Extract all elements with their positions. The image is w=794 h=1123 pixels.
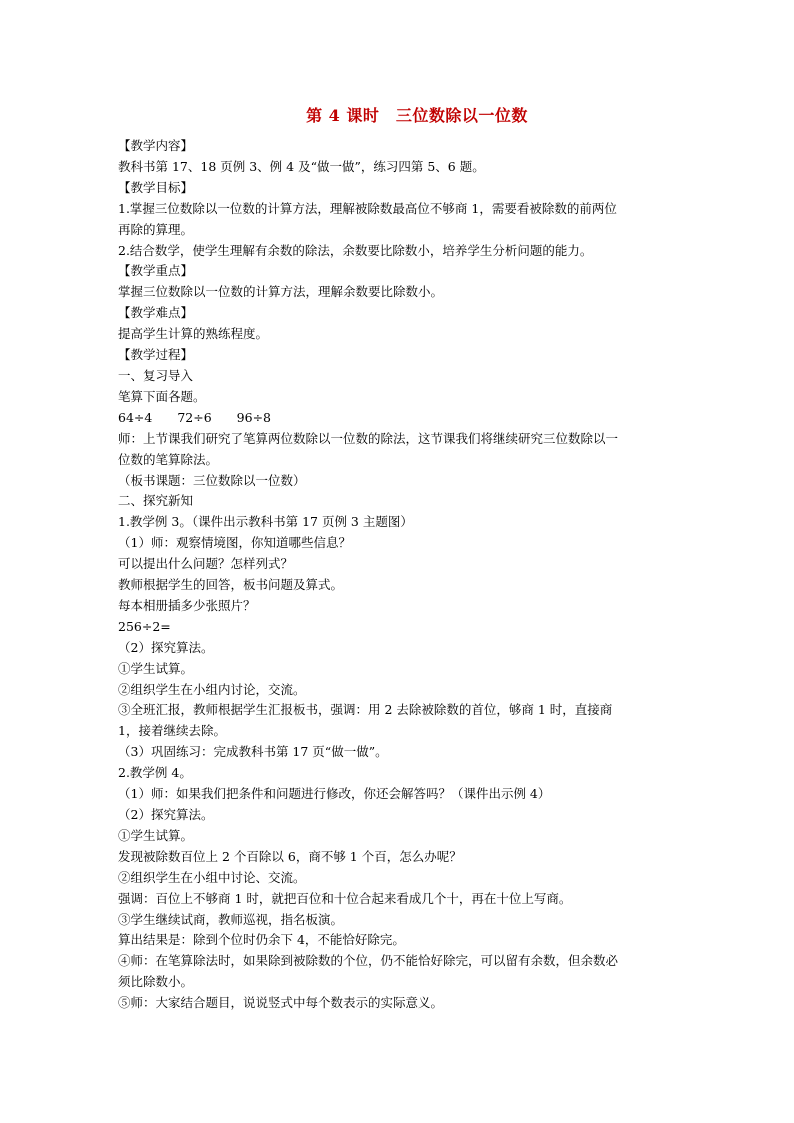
text-line: （1）师：观察情境图，你知道哪些信息？	[118, 535, 351, 551]
text-line: 【教学重点】	[118, 263, 194, 279]
text-line: （2）探究算法。	[118, 639, 214, 655]
text-line: 【教学过程】	[118, 347, 194, 363]
text-line: 师：上节课我们研究了笔算两位数除以一位数的除法，这节课我们将继续研究三位数除以一	[118, 430, 619, 446]
text-line: 64÷4 72÷6 96÷8	[118, 409, 271, 425]
text-line: 二、探究新知	[118, 493, 194, 509]
text-line: 1.掌握三位数除以一位数的计算方法，理解被除数最高位不够商 1，需要看被除数的前两位	[118, 200, 617, 216]
text-line: （1）师：如果我们把条件和问题进行修改，你还会解答吗？（课件出示例 4）	[118, 786, 551, 802]
text-line: 掌握三位数除以一位数的计算方法，理解余数要比除数小。	[118, 284, 444, 300]
text-line: 1.教学例 3。（课件出示教科书第 17 页例 3 主题图）	[118, 514, 413, 530]
text-line: ①学生试算。	[118, 660, 194, 676]
text-line: 教师根据学生的回答，板书问题及算式。	[118, 577, 344, 593]
text-line: 256÷2=	[118, 618, 171, 634]
text-line: ⑤师：大家结合题目，说说竖式中每个数表示的实际意义。	[118, 995, 444, 1011]
text-line: ④师：在笔算除法时，如果除到被除数的个位，仍不能恰好除完，可以留有余数，但余数必	[118, 953, 619, 969]
text-line: 1，接着继续去除。	[118, 723, 226, 739]
text-line: 须比除数小。	[118, 974, 194, 990]
text-line: 再除的算理。	[118, 221, 194, 237]
text-line: 【教学目标】	[118, 179, 194, 195]
text-line: ①学生试算。	[118, 827, 194, 843]
text-line: 算出结果是：除到个位时仍余下 4，不能恰好除完。	[118, 932, 405, 948]
text-line: 每本相册插多少张照片？	[118, 597, 256, 613]
text-line: ②组织学生在小组中讨论、交流。	[118, 869, 306, 885]
text-line: ②组织学生在小组内讨论，交流。	[118, 681, 306, 697]
document-page	[118, 104, 688, 1014]
text-line: 发现被除数百位上 2 个百除以 6，商不够 1 个百，怎么办呢？	[118, 848, 462, 864]
text-line: （3）巩固练习：完成教科书第 17 页“做一做”。	[118, 744, 388, 760]
text-line: 2.教学例 4。	[118, 765, 192, 781]
text-line: 【教学难点】	[118, 305, 194, 321]
text-line: ③学生继续试商，教师巡视，指名板演。	[118, 911, 344, 927]
text-line: 位数的笔算除法。	[118, 451, 219, 467]
page-title: 第 4 课时 三位数除以一位数	[306, 106, 528, 125]
text-line: 笔算下面各题。	[118, 388, 206, 404]
document-body	[118, 136, 688, 1014]
text-line: 一、复习导入	[118, 367, 194, 383]
text-line: ③全班汇报，教师根据学生汇报板书，强调：用 2 去除被除数的首位，够商 1 时，直接商	[118, 702, 613, 718]
text-line: （板书课题：三位数除以一位数）	[118, 472, 306, 488]
text-line: 【教学内容】	[118, 138, 194, 153]
text-line: 可以提出什么问题？怎样列式？	[118, 556, 294, 572]
text-line: 强调：百位上不够商 1 时，就把百位和十位合起来看成几个十，再在十位上写商。	[118, 890, 572, 906]
text-line: 提高学生计算的熟练程度。	[118, 326, 269, 342]
text-line: （2）探究算法。	[118, 807, 214, 822]
text-line: 教科书第 17、18 页例 3、例 4 及“做一做”，练习四第 5、6 题。	[118, 158, 485, 174]
text-line: 2.结合数学，使学生理解有余数的除法，余数要比除数小，培养学生分析问题的能力。	[118, 242, 593, 258]
